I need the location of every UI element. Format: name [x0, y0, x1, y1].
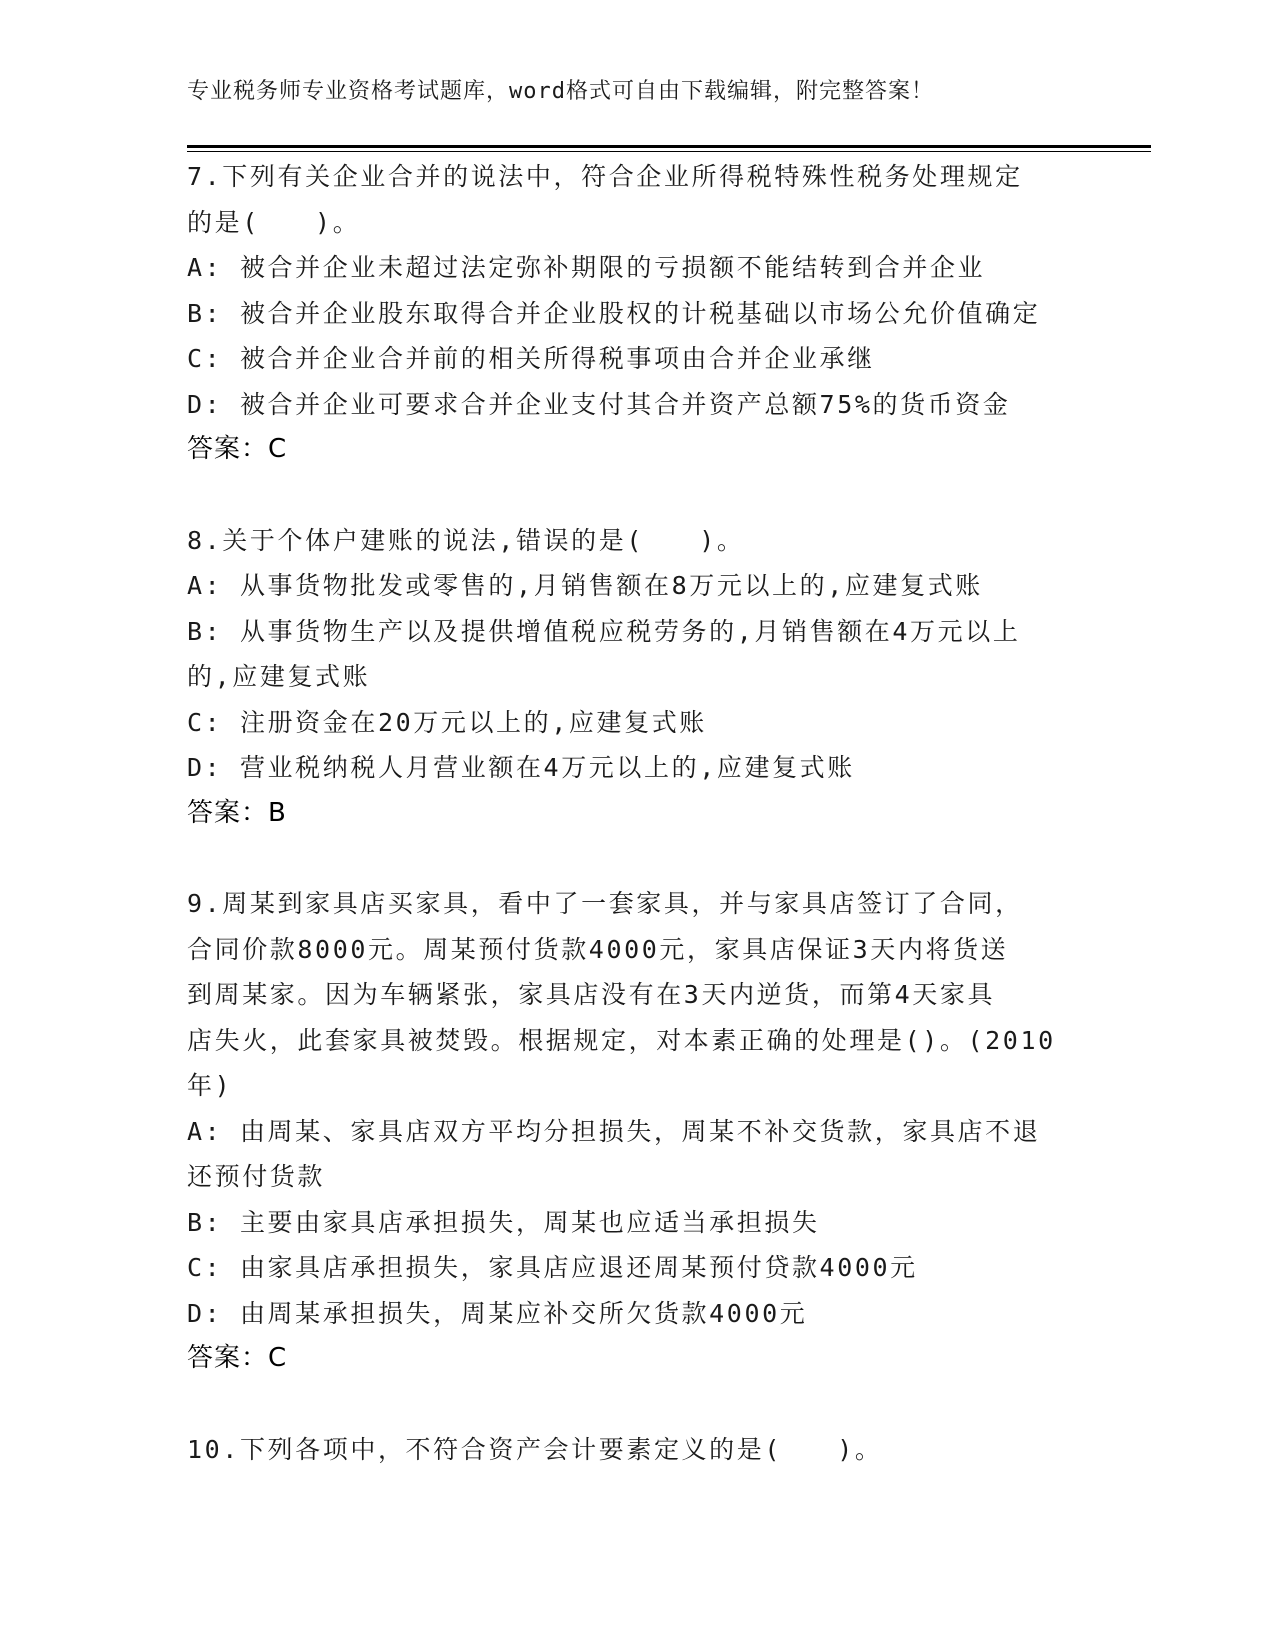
question-line: A: 被合并企业未超过法定弥补期限的亏损额不能结转到合并企业	[187, 253, 986, 282]
question-block	[187, 154, 1087, 473]
question-line: B: 主要由家具店承担损失，周某也应适当承担损失	[187, 1207, 820, 1237]
question-stem: 10.下列各项中，不符合资产会计要素定义的是( )。	[187, 1434, 883, 1464]
header-rule-thick	[187, 145, 1151, 148]
question-line: A: 由周某、家具店双方平均分担损失，周某不补交货款，家具店不退	[187, 1116, 1041, 1146]
question-line: C: 由家具店承担损失，家具店应退还周某预付贷款4000元	[187, 1253, 918, 1282]
question-line: 的,应建复式账	[187, 662, 371, 691]
question-line: D: 由周某承担损失，周某应补交所欠货款4000元	[187, 1298, 808, 1328]
question-block	[187, 518, 1087, 837]
question-line: B: 从事货物生产以及提供增值税应税劳务的,月销售额在4万元以上	[187, 616, 1021, 646]
question-line: 还预付货款	[187, 1162, 326, 1191]
answer-line: 答案：C	[187, 1343, 288, 1373]
question-line: C: 被合并企业合并前的相关所得税事项由合并企业承继	[187, 344, 875, 373]
header-rule-thin	[187, 151, 1151, 152]
question-line: D: 营业税纳税人月营业额在4万元以上的,应建复式账	[187, 753, 855, 782]
question-line: C: 注册资金在20万元以上的,应建复式账	[187, 707, 707, 737]
question-line: D: 被合并企业可要求合并企业支付其合并资产总额75%的货币资金	[187, 389, 1011, 419]
question-line: 年)	[187, 1071, 233, 1100]
question-list	[187, 154, 1087, 1472]
question-block	[187, 881, 1087, 1382]
question-line: A: 从事货物批发或零售的,月销售额在8万元以上的,应建复式账	[187, 571, 983, 600]
question-stem: 9.周某到家具店买家具，看中了一套家具，并与家具店签订了合同，	[187, 889, 1023, 918]
question-block	[187, 1427, 1087, 1473]
question-line: 到周某家。因为车辆紧张，家具店没有在3天内逆货，而第4天家具	[187, 980, 996, 1009]
page-header: 专业税务师专业资格考试题库，word格式可自由下载编辑，附完整答案！	[187, 79, 934, 104]
question-line: B: 被合并企业股东取得合并企业股权的计税基础以市场公允价值确定	[187, 298, 1041, 328]
question-stem: 7.下列有关企业合并的说法中，符合企业所得税特殊性税务处理规定	[187, 162, 1023, 191]
answer-line: 答案：C	[187, 434, 288, 464]
question-line: 店失火，此套家具被焚毁。根据规定，对本素正确的处理是()。(2010	[187, 1025, 1056, 1055]
answer-line: 答案：B	[187, 797, 287, 828]
question-stem: 8.关于个体户建账的说法,错误的是( )。	[187, 525, 745, 555]
question-line: 合同价款8000元。周某预付货款4000元，家具店保证3天内将货送	[187, 934, 1009, 964]
question-line: 的是( )。	[187, 207, 361, 237]
